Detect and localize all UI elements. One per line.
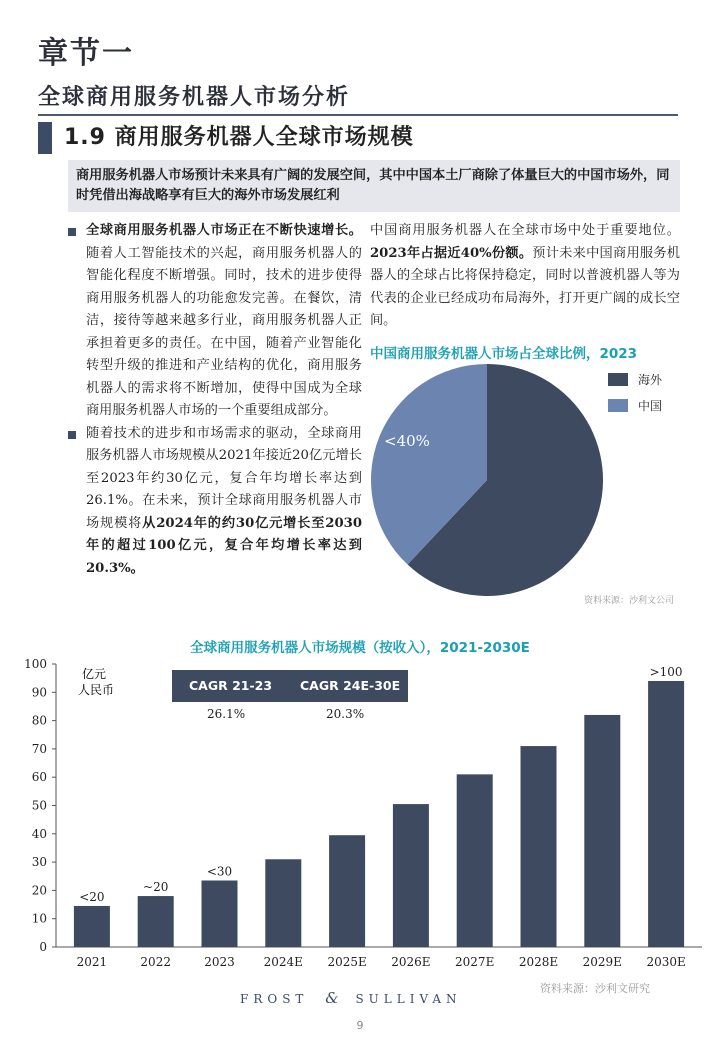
legend-swatch-overseas [608, 373, 628, 386]
x-tick-label: 2024E [263, 955, 303, 969]
cagr-label-1: CAGR 21-23 [189, 678, 273, 693]
bar-data-label: <30 [206, 864, 233, 879]
page-number: 9 [356, 1019, 364, 1032]
y-tick-label: 50 [31, 798, 47, 813]
x-tick-label: 2027E [455, 955, 495, 969]
y-tick-label: 30 [31, 855, 47, 870]
right-text-2: 预计未来中国商用服务机器人的全球占比将保持稳定，同时以普渡机器人等为代表的企业已经成功布局海外，打开更广阔的成长空间。 [370, 245, 680, 328]
y-unit-line2: 人民币 [78, 683, 115, 697]
logo-ampersand: & [325, 989, 339, 1007]
cagr-value-2: 20.3% [326, 707, 365, 721]
bar-source: 资料来源：沙利文研究 [540, 982, 650, 995]
y-tick-label: 100 [24, 657, 47, 671]
logo-word-sullivan: SULLIVAN [355, 992, 462, 1006]
subtitle-marker [38, 122, 52, 154]
bar-2030E [648, 681, 684, 947]
chapter-title: 章节一 [38, 36, 134, 71]
highlight-text: 商用服务机器人市场预计未来具有广阔的发展空间，其中中国本土厂商除了体量巨大的中国市场外，同时凭借出海战略享有巨大的海外市场发展红利 [76, 168, 670, 203]
x-tick-label: 2022 [140, 955, 171, 969]
section-title: 全球商用服务机器人市场分析 [38, 85, 351, 110]
bar-data-label: ~20 [143, 880, 169, 895]
bar-2023 [202, 880, 238, 947]
legend-label-overseas: 海外 [638, 373, 663, 387]
x-tick-label: 2021 [76, 955, 108, 969]
bullet-paragraph-2 [68, 423, 362, 581]
cagr-label-2: CAGR 24E-30E [300, 678, 401, 693]
right-bold: 2023年占据近40%份额。 [370, 245, 533, 261]
pie-chart-title: 中国商用服务机器人市场占全球比例，2023 [370, 346, 638, 362]
bar-marks [74, 665, 686, 969]
subtitle: 1.9 商用服务机器人全球市场规模 [64, 125, 414, 150]
legend-item-china [608, 397, 662, 414]
bar-data-label: <20 [79, 889, 105, 904]
pie-legend [608, 371, 662, 414]
bar-2027E [457, 774, 493, 947]
legend-label-china: 中国 [638, 399, 663, 413]
y-tick-label: 60 [31, 770, 47, 785]
legend-swatch-china [608, 399, 628, 412]
y-tick-label: 20 [31, 883, 47, 898]
y-tick-label: 90 [31, 685, 47, 700]
pie-source: 资料来源：沙利文公司 [584, 596, 675, 606]
bullet-paragraph-1 [68, 220, 362, 423]
y-tick-label: 10 [31, 911, 47, 926]
y-unit-line1: 亿元 [82, 667, 107, 681]
right-column [370, 220, 680, 333]
bullet-square-icon [68, 228, 76, 236]
x-tick-label: 2029E [582, 955, 622, 969]
y-tick-label: 40 [31, 826, 47, 841]
legend-item-overseas [608, 371, 662, 388]
bar-2021 [74, 906, 110, 947]
cagr-header [172, 670, 408, 702]
bar-chart-title: 全球商用服务机器人市场规模（按收入），2021-2030E [190, 640, 530, 656]
y-tick-label: 70 [31, 741, 47, 756]
bullet1-bold: 全球商用服务机器人市场正在不断快速增长。 [86, 223, 362, 238]
y-tick-label: 80 [31, 713, 47, 728]
header-rule [38, 114, 678, 116]
bar-2026E [393, 804, 429, 947]
x-tick-label: 2025E [327, 955, 367, 969]
pie-slice-label: <40% [384, 432, 430, 450]
bullet-square-icon [68, 431, 76, 439]
bar-data-label: >100 [649, 664, 683, 679]
bar-2024E [265, 859, 301, 947]
bullet2-bold: 从2024年的约30亿元增长至2030年的超过100亿元，复合年均增长率达到20.3%。 [86, 515, 363, 576]
pie-chart [370, 362, 610, 602]
bar-2029E [584, 715, 620, 947]
bullet1-text: 随着人工智能技术的兴起，商用服务机器人的智能化程度不断增强。同时，技术的进步使得商用服务机器人的功能愈发完善。在餐饮，清洁，接待等越来越多行业，商用服务机器人正承担着更多的责任。在中国，随着产业智能化转型升级的推进和产业结构的优化，商用服务机器人的需求将不断增加，使得中国成为全球商用服务机器人市场的一个重要组成部分。 [86, 245, 362, 418]
logo-word-frost: FROST [240, 992, 309, 1006]
x-tick-label: 2026E [391, 955, 431, 969]
cagr-value-1: 26.1% [207, 707, 246, 721]
x-tick-label: 2030E [646, 955, 686, 969]
right-text-1: 中国商用服务机器人在全球市场中处于重要地位。 [370, 223, 680, 238]
bullet2-text: 随着技术的进步和市场需求的驱动，全球商用服务机器人市场规模从2021年接近20亿元增长至2023年约30亿元，复合年均增长率达到26.1%。在未来，预计全球商用服务机器人市场规模将 [86, 425, 362, 531]
x-tick-label: 2023 [204, 955, 235, 969]
x-tick-label: 2028E [518, 955, 559, 969]
frost-sullivan-logo [240, 989, 461, 1007]
bar-2022 [138, 896, 174, 947]
bar-2028E [521, 746, 557, 947]
left-column [68, 220, 362, 580]
y-tick-label: 0 [39, 940, 47, 954]
bar-2025E [329, 835, 365, 947]
